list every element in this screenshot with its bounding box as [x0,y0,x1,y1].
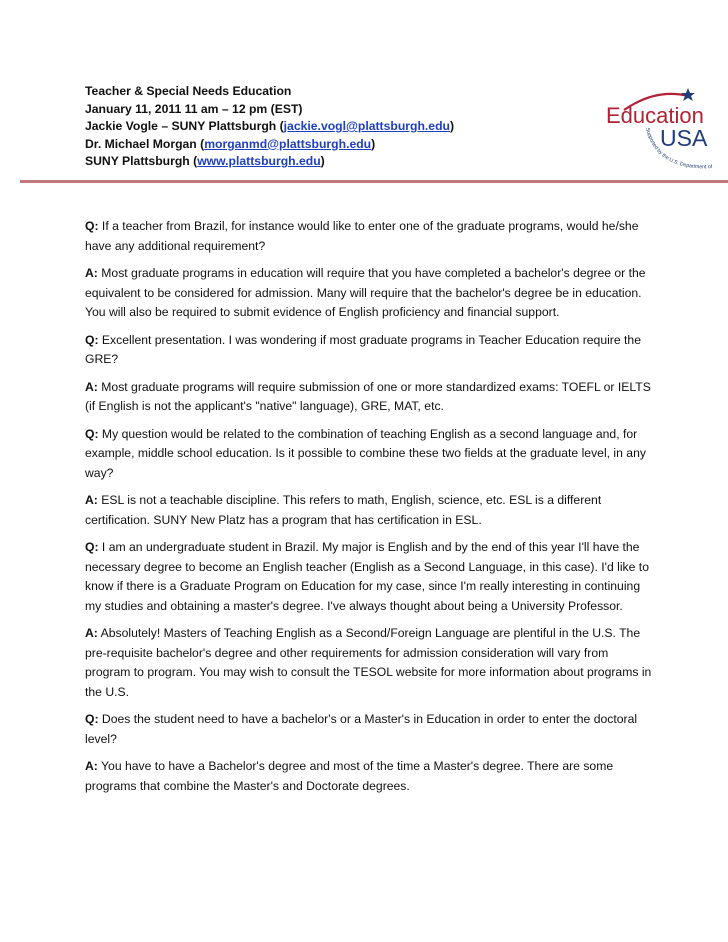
qa-item: Q: My question would be related to the combination of teaching English as a second language and, for example, middle school education. Is it possible to combine these two fields at the graduate level, in any way? [85,426,646,480]
header-institution: SUNY Plattsburgh (www.plattsburgh.edu) [85,154,325,168]
qa-item: A: Most graduate programs in education will require that you have completed a bachelor's degree or the equivalent to be considered for admission. Many will require that the bachelor's degree be in education. You will also be required to submit evidence of English proficiency and financial support. [85,266,646,319]
qa-content [85,217,655,804]
qa-item: A: Most graduate programs will require submission of one or more standardized exams: TOEFL or IELTS (if English is not the applicant's "native" language), GRE, MAT, etc. [85,379,651,413]
qa-item: Q: Excellent presentation. I was wondering if most graduate programs in Teacher Education require the GRE? [85,332,641,366]
institution-website-link[interactable]: www.plattsburgh.edu [197,154,321,168]
star-icon [681,88,695,101]
qa-item: A: Absolutely! Masters of Teaching English as a Second/Foreign Language are plentiful in the U.S. The pre-requisite bachelor's degree and other requirements for admission consideration will vary from program to program. You may wish to consult the TESOL website for more information about programs in the U.S. [85,626,652,699]
qa-item: Q: If a teacher from Brazil, for instance would like to enter one of the graduate programs, would he/she have any additional requirement? [85,219,639,253]
header-presenter-2: Dr. Michael Morgan (morganmd@plattsburgh.edu) [85,136,376,151]
presenter-2-email-link[interactable]: morganmd@plattsburgh.edu [204,136,372,151]
document-header [85,83,545,171]
header-title: Teacher & Special Needs Education [85,84,292,98]
presenter-1-email-link[interactable]: jackie.vogl@plattsburgh.edu [283,119,450,133]
qa-item: A: ESL is not a teachable discipline. This refers to math, English, science, etc. ESL is a different certification. SUNY New Platz has a program that has certification in ESL. [85,493,602,527]
qa-item: Q: Does the student need to have a bachelor's or a Master's in Education in order to enter the doctoral level? [85,712,638,746]
logo-tagline: Supported by the U.S. Department of [644,127,713,171]
qa-item: Q: I am an undergraduate student in Brazil. My major is English and by the end of this year I'll have the necessary degree to become an English teacher (English as a Second Language, in this case). I'd like to know if there is a Graduate Program on Education for my case, since I'm really interesting in continuing my studies and obtaining a master's degree. I've always thought about being a University Professor. [85,540,649,613]
header-presenter-1: Jackie Vogle – SUNY Plattsburgh (jackie.vogl@plattsburgh.edu) [85,119,455,133]
header-date: January 11, 2011 11 am – 12 pm (EST) [85,101,303,116]
header-divider [20,180,728,183]
qa-item: A: You have to have a Bachelor's degree and most of the time a Master's degree. There are some programs that combine the Master's and Doctorate degrees. [85,759,614,793]
logo-word-education: Education [606,103,704,128]
logo-word-usa: USA [660,125,708,151]
education-usa-logo [596,82,716,182]
